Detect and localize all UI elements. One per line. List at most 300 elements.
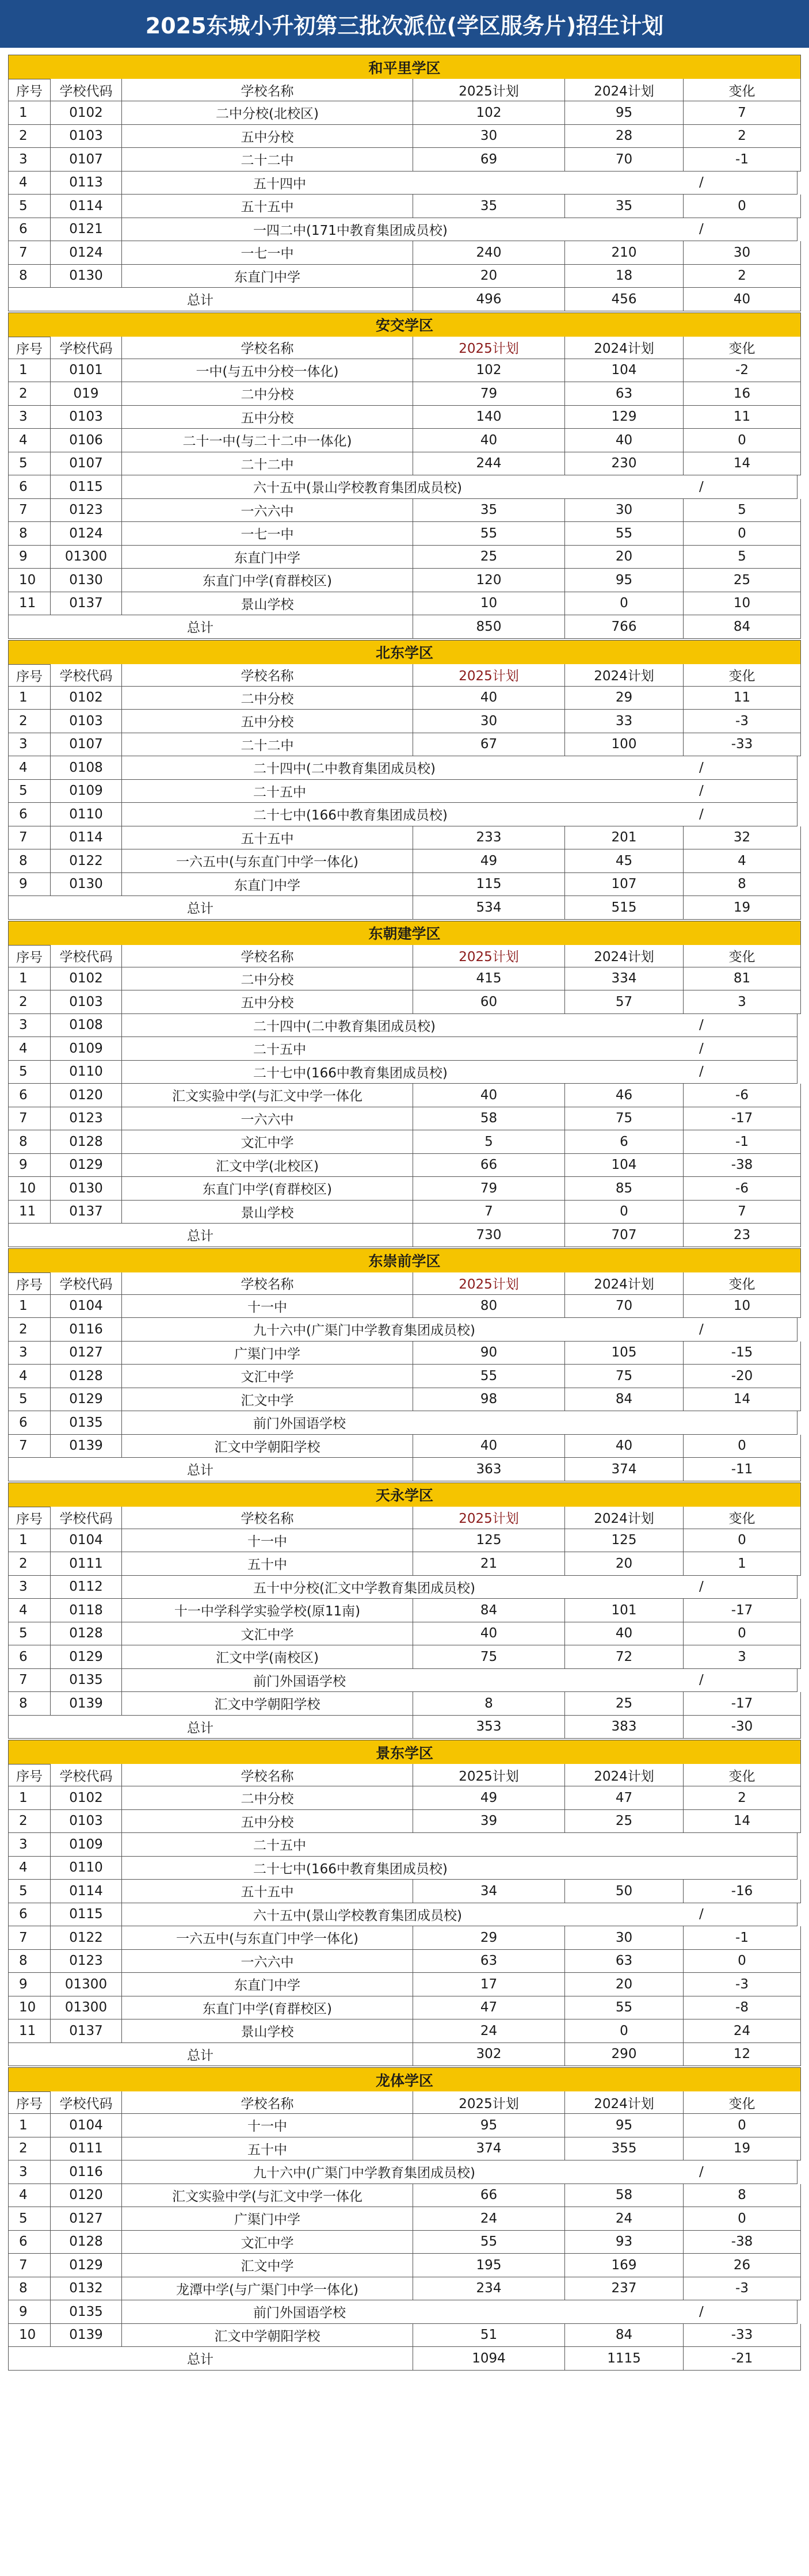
school-code: 0137 [51, 592, 122, 616]
school-name: 文汇中学 [122, 2231, 413, 2254]
plan-2025: 21 [413, 1552, 565, 1576]
school-name-text: 二十五中 [253, 784, 306, 800]
col-header-name: 学校名称 [122, 1764, 413, 1786]
school-name: 东直门中学(育群校区) [122, 569, 413, 592]
plan-change: 5 [684, 546, 801, 569]
table-row [8, 546, 801, 569]
plan-2024: 35 [565, 195, 684, 218]
col-header-change: 变化 [684, 2091, 801, 2114]
plan-2025: 79 [413, 1177, 565, 1201]
col-header-change: 变化 [684, 1507, 801, 1529]
school-name: 东直门中学(育群校区) [122, 1177, 413, 1201]
school-name: 景山学校 [122, 2019, 413, 2043]
school-name-text: 九十六中(广渠门中学教育集团成员校) [253, 1323, 475, 1339]
school-code: 0114 [51, 195, 122, 218]
school-code: 0107 [51, 733, 122, 757]
not-applicable-mark: / [699, 1907, 704, 1922]
plan-2024: 20 [565, 546, 684, 569]
plan-change: -17 [684, 1107, 801, 1131]
plan-change: 2 [684, 125, 801, 148]
col-header-change: 变化 [684, 337, 801, 359]
plan-change: 25 [684, 569, 801, 592]
merged-plan-cell [122, 1903, 797, 1927]
school-name-text: 二十五中 [253, 1838, 306, 1854]
plan-2025: 51 [413, 2324, 565, 2348]
not-applicable-mark: / [699, 2164, 704, 2179]
plan-2024: 30 [565, 1926, 684, 1950]
school-code: 0102 [51, 1786, 122, 1810]
table-row [8, 1880, 801, 1903]
not-applicable-mark: / [699, 806, 704, 822]
school-name: 二中分校(北校区) [122, 101, 413, 125]
school-code: 0121 [51, 218, 122, 242]
plan-2025: 8 [413, 1692, 565, 1716]
total-label: 总计 [8, 1458, 413, 1481]
plan-2024: 72 [565, 1645, 684, 1669]
table-row [8, 873, 801, 897]
row-number: 6 [8, 1411, 51, 1435]
plan-2025: 55 [413, 522, 565, 546]
table-row [8, 1130, 801, 1154]
table-row [8, 452, 801, 476]
plan-2025: 40 [413, 1084, 565, 1107]
plan-2024: 95 [565, 569, 684, 592]
school-name-text: 前门外国语学校 [253, 2306, 346, 2321]
row-number: 6 [8, 1645, 51, 1669]
plan-change: -2 [684, 359, 801, 383]
school-code: 0129 [51, 1645, 122, 1669]
plan-2025: 234 [413, 2277, 565, 2301]
column-header-row [8, 337, 801, 359]
plan-change: -15 [684, 1342, 801, 1365]
section-header: 和平里学区 [8, 55, 801, 79]
row-number: 10 [8, 1177, 51, 1201]
row-number: 5 [8, 1880, 51, 1903]
total-row [8, 1224, 801, 1247]
school-name: 东直门中学(育群校区) [122, 1996, 413, 2020]
plan-2024: 46 [565, 1084, 684, 1107]
col-header-no: 序号 [8, 1507, 51, 1529]
row-number: 7 [8, 241, 51, 265]
row-number: 5 [8, 780, 51, 803]
table-row [8, 1529, 801, 1553]
row-number: 5 [8, 195, 51, 218]
table-row [8, 1061, 801, 1084]
school-name: 龙潭中学(与广渠门中学一体化) [122, 2277, 413, 2301]
plan-change: 0 [684, 429, 801, 452]
plan-2025: 30 [413, 125, 565, 148]
col-header-change: 变化 [684, 79, 801, 101]
school-code: 0103 [51, 990, 122, 1014]
plan-2024: 334 [565, 967, 684, 991]
plan-change: 8 [684, 2184, 801, 2208]
plan-2025: 90 [413, 1342, 565, 1365]
row-number: 9 [8, 546, 51, 569]
column-header-row [8, 664, 801, 687]
plan-2025: 40 [413, 429, 565, 452]
table-row [8, 1599, 801, 1622]
table-row [8, 803, 801, 826]
row-number: 4 [8, 1857, 51, 1880]
plan-2024: 201 [565, 826, 684, 850]
table-row [8, 125, 801, 148]
row-number: 4 [8, 1365, 51, 1388]
school-name: 五中分校 [122, 990, 413, 1014]
plan-2024: 28 [565, 125, 684, 148]
table-row [8, 1411, 801, 1435]
school-code: 0130 [51, 569, 122, 592]
plan-2024: 169 [565, 2254, 684, 2277]
col-header-no: 序号 [8, 337, 51, 359]
total-row [8, 1716, 801, 1739]
not-applicable-mark: / [699, 1041, 704, 1056]
row-number: 10 [8, 2324, 51, 2348]
school-name: 东直门中学 [122, 873, 413, 897]
plan-2025: 29 [413, 1926, 565, 1950]
row-number: 2 [8, 125, 51, 148]
table-row [8, 826, 801, 850]
plan-change: 0 [684, 1435, 801, 1458]
row-number: 11 [8, 1201, 51, 1224]
plan-2024: 95 [565, 2114, 684, 2137]
plan-change: 24 [684, 2019, 801, 2043]
row-number: 6 [8, 1903, 51, 1927]
school-code: 0128 [51, 1130, 122, 1154]
col-header-code: 学校代码 [51, 1764, 122, 1786]
plan-change: -17 [684, 1599, 801, 1622]
total-2024: 456 [565, 288, 684, 311]
total-2024: 290 [565, 2043, 684, 2067]
row-number: 7 [8, 1926, 51, 1950]
total-2024: 1115 [565, 2347, 684, 2371]
plan-change: -3 [684, 1973, 801, 1996]
plan-2024: 57 [565, 990, 684, 1014]
school-name: 五中分校 [122, 710, 413, 733]
table-row [8, 1388, 801, 1412]
row-number: 1 [8, 101, 51, 125]
plan-2024: 40 [565, 429, 684, 452]
school-code: 0104 [51, 1295, 122, 1319]
total-label: 总计 [8, 1716, 413, 1739]
plan-2024: 25 [565, 1810, 684, 1834]
row-number: 6 [8, 475, 51, 499]
school-name: 五十中 [122, 1552, 413, 1576]
school-code: 0111 [51, 2137, 122, 2161]
plan-2024: 0 [565, 1201, 684, 1224]
table-row [8, 710, 801, 733]
column-header-row [8, 1507, 801, 1529]
school-name: 汇文中学朝阳学校 [122, 2324, 413, 2348]
row-number: 3 [8, 2160, 51, 2184]
table-row [8, 2137, 801, 2161]
school-name: 汇文中学朝阳学校 [122, 1692, 413, 1716]
plan-2024: 355 [565, 2137, 684, 2161]
table-row [8, 1950, 801, 1973]
school-name: 一六六中 [122, 1107, 413, 1131]
col-header-no: 序号 [8, 2091, 51, 2114]
table-row [8, 429, 801, 452]
school-name: 文汇中学 [122, 1622, 413, 1646]
plan-2024: 84 [565, 2324, 684, 2348]
row-number: 4 [8, 2184, 51, 2208]
page-title: 2025东城小升初第三批次派位(学区服务片)招生计划 [0, 0, 809, 48]
table-row [8, 967, 801, 991]
school-name: 十一中 [122, 1295, 413, 1319]
table-row [8, 1857, 801, 1880]
school-name: 五十五中 [122, 826, 413, 850]
school-name: 东直门中学 [122, 265, 413, 288]
school-name-text: 六十五中(景山学校教育集团成员校) [253, 481, 462, 496]
col-header-name: 学校名称 [122, 337, 413, 359]
row-number: 7 [8, 826, 51, 850]
col-header-2025: 2025计划 [413, 1272, 565, 1295]
col-header-2024: 2024计划 [565, 664, 684, 687]
plan-change: 10 [684, 592, 801, 616]
table-row [8, 1622, 801, 1646]
col-header-code: 学校代码 [51, 664, 122, 687]
table-row [8, 990, 801, 1014]
table-row [8, 522, 801, 546]
col-header-no: 序号 [8, 79, 51, 101]
school-name: 五十中 [122, 2137, 413, 2161]
plan-2025: 47 [413, 1996, 565, 2020]
plan-2025: 34 [413, 1880, 565, 1903]
school-name-text: 五十中分校(汇文中学教育集团成员校) [253, 1580, 475, 1596]
col-header-name: 学校名称 [122, 79, 413, 101]
school-code: 0127 [51, 2207, 122, 2231]
table-row [8, 406, 801, 429]
plan-2025: 125 [413, 1529, 565, 1553]
row-number: 8 [8, 265, 51, 288]
plan-2025: 374 [413, 2137, 565, 2161]
row-number: 8 [8, 1130, 51, 1154]
col-header-2025: 2025计划 [413, 664, 565, 687]
school-name-text: 二十五中 [253, 1042, 306, 1058]
plan-2025: 10 [413, 592, 565, 616]
school-code: 0124 [51, 241, 122, 265]
school-code: 0115 [51, 1903, 122, 1927]
school-name: 二中分校 [122, 967, 413, 991]
col-header-no: 序号 [8, 1272, 51, 1295]
school-code: 0104 [51, 2114, 122, 2137]
school-code: 0110 [51, 1061, 122, 1084]
total-2024: 766 [565, 615, 684, 639]
school-name: 一六六中 [122, 499, 413, 523]
school-name: 一七一中 [122, 522, 413, 546]
plan-change: -1 [684, 1926, 801, 1950]
plan-change: 0 [684, 2114, 801, 2137]
plan-2024: 55 [565, 522, 684, 546]
plan-2025: 63 [413, 1950, 565, 1973]
school-code: 0107 [51, 148, 122, 172]
plan-change: 11 [684, 406, 801, 429]
plan-2025: 35 [413, 195, 565, 218]
col-header-name: 学校名称 [122, 945, 413, 967]
total-label: 总计 [8, 288, 413, 311]
table-row [8, 195, 801, 218]
plan-change: 81 [684, 967, 801, 991]
row-number: 1 [8, 1295, 51, 1319]
school-code: 0108 [51, 756, 122, 780]
school-name: 二十二中 [122, 148, 413, 172]
col-header-code: 学校代码 [51, 1507, 122, 1529]
merged-plan-cell [122, 756, 797, 780]
school-name: 文汇中学 [122, 1365, 413, 1388]
school-name: 汇文中学 [122, 2254, 413, 2277]
total-2025: 534 [413, 896, 565, 920]
merged-plan-cell [122, 1061, 797, 1084]
school-code: 0129 [51, 2254, 122, 2277]
col-header-name: 学校名称 [122, 1507, 413, 1529]
total-2025: 363 [413, 1458, 565, 1481]
plan-2024: 20 [565, 1552, 684, 1576]
table-row [8, 1365, 801, 1388]
school-code: 0137 [51, 1201, 122, 1224]
plan-2025: 69 [413, 148, 565, 172]
school-name: 五中分校 [122, 406, 413, 429]
section-header: 东朝建学区 [8, 921, 801, 945]
table-row [8, 1926, 801, 1950]
school-name: 东直门中学 [122, 546, 413, 569]
plan-2024: 75 [565, 1107, 684, 1131]
row-number: 4 [8, 429, 51, 452]
table-row [8, 2184, 801, 2208]
plan-2024: 29 [565, 687, 684, 710]
plan-2024: 0 [565, 592, 684, 616]
col-header-change: 变化 [684, 1272, 801, 1295]
school-code: 0110 [51, 1857, 122, 1880]
total-row [8, 288, 801, 311]
total-row [8, 1458, 801, 1481]
table-row [8, 1552, 801, 1576]
plan-2024: 230 [565, 452, 684, 476]
table-row [8, 2324, 801, 2348]
total-change: 12 [684, 2043, 801, 2067]
plan-change: -20 [684, 1365, 801, 1388]
school-name: 景山学校 [122, 1201, 413, 1224]
total-label: 总计 [8, 2347, 413, 2371]
plan-2024: 125 [565, 1529, 684, 1553]
plan-2025: 140 [413, 406, 565, 429]
school-code: 0128 [51, 2231, 122, 2254]
col-header-2025: 2025计划 [413, 79, 565, 101]
col-header-2024: 2024计划 [565, 1764, 684, 1786]
not-applicable-mark: / [699, 1321, 704, 1337]
plan-change: 30 [684, 241, 801, 265]
plan-2024: 84 [565, 1388, 684, 1412]
col-header-change: 变化 [684, 664, 801, 687]
table-row [8, 2300, 801, 2324]
row-number: 4 [8, 1037, 51, 1061]
school-code: 0124 [51, 522, 122, 546]
plan-2024: 30 [565, 499, 684, 523]
table-row [8, 1669, 801, 1693]
school-code: 0103 [51, 406, 122, 429]
school-name: 二中分校 [122, 1786, 413, 1810]
plan-change: -17 [684, 1692, 801, 1716]
table-row [8, 1903, 801, 1927]
not-applicable-mark: / [699, 479, 704, 494]
school-name-text: 二十七中(166中教育集团成员校) [253, 808, 448, 824]
plan-2025: 17 [413, 1973, 565, 1996]
plan-change: -6 [684, 1177, 801, 1201]
plan-2025: 35 [413, 499, 565, 523]
plan-2025: 55 [413, 1365, 565, 1388]
col-header-code: 学校代码 [51, 1272, 122, 1295]
plan-2025: 40 [413, 1622, 565, 1646]
row-number: 7 [8, 1435, 51, 1458]
total-2025: 730 [413, 1224, 565, 1247]
total-row [8, 2043, 801, 2067]
table-row [8, 499, 801, 523]
school-code: 0103 [51, 125, 122, 148]
school-code: 01300 [51, 1996, 122, 2020]
school-name: 汇文中学 [122, 1388, 413, 1412]
row-number: 11 [8, 592, 51, 616]
merged-plan-cell [122, 1669, 797, 1693]
school-name: 文汇中学 [122, 1130, 413, 1154]
plan-2024: 107 [565, 873, 684, 897]
plan-2024: 85 [565, 1177, 684, 1201]
school-name-text: 二十四中(二中教育集团成员校) [253, 1019, 436, 1034]
total-row [8, 615, 801, 639]
plan-2024: 55 [565, 1996, 684, 2020]
plan-2025: 115 [413, 873, 565, 897]
school-code: 0107 [51, 452, 122, 476]
col-header-no: 序号 [8, 664, 51, 687]
school-code: 0106 [51, 429, 122, 452]
table-row [8, 1154, 801, 1178]
column-header-row [8, 1764, 801, 1786]
school-name: 五中分校 [122, 1810, 413, 1834]
table-row [8, 687, 801, 710]
plan-2024: 63 [565, 1950, 684, 1973]
school-name: 汇文中学(北校区) [122, 1154, 413, 1178]
school-code: 0135 [51, 2300, 122, 2324]
col-header-2025: 2025计划 [413, 337, 565, 359]
plan-2024: 104 [565, 1154, 684, 1178]
plan-2025: 80 [413, 1295, 565, 1319]
section-header: 安交学区 [8, 313, 801, 337]
plan-2024: 104 [565, 359, 684, 383]
school-code: 0139 [51, 1435, 122, 1458]
school-name: 一六六中 [122, 1950, 413, 1973]
total-change: 84 [684, 615, 801, 639]
table-row [8, 1645, 801, 1669]
school-code: 0109 [51, 1037, 122, 1061]
plan-2024: 40 [565, 1622, 684, 1646]
school-name-text: 九十六中(广渠门中学教育集团成员校) [253, 2166, 475, 2181]
row-number: 2 [8, 382, 51, 406]
plan-change: 4 [684, 849, 801, 873]
school-code: 0116 [51, 1318, 122, 1342]
row-number: 9 [8, 1154, 51, 1178]
plan-2025: 415 [413, 967, 565, 991]
table-row [8, 2114, 801, 2137]
col-header-2024: 2024计划 [565, 2091, 684, 2114]
school-code: 0122 [51, 1926, 122, 1950]
school-code: 0103 [51, 710, 122, 733]
school-name: 二中分校 [122, 687, 413, 710]
plan-change: 5 [684, 499, 801, 523]
table-row [8, 1786, 801, 1810]
table-row [8, 849, 801, 873]
row-number: 6 [8, 803, 51, 826]
school-code: 0130 [51, 1177, 122, 1201]
section-header: 龙体学区 [8, 2067, 801, 2091]
school-name-text: 二十七中(166中教育集团成员校) [253, 1065, 448, 1081]
table-row [8, 1973, 801, 1996]
